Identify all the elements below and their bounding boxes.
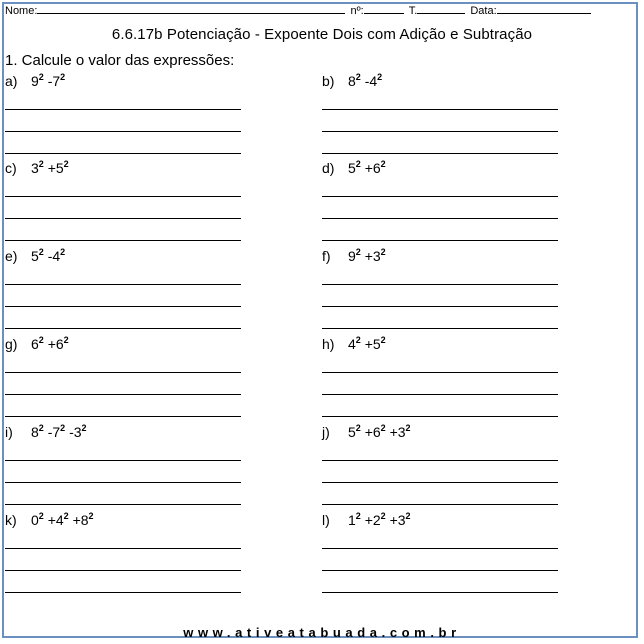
answer-line[interactable] bbox=[322, 592, 558, 593]
term-base: +3 bbox=[389, 424, 406, 440]
answer-line[interactable] bbox=[322, 460, 558, 461]
exercise-letter: j) bbox=[322, 424, 330, 440]
term-base: 3 bbox=[31, 160, 39, 176]
answer-line[interactable] bbox=[5, 548, 241, 549]
term-base: +3 bbox=[389, 512, 406, 528]
answer-line[interactable] bbox=[322, 153, 558, 154]
term-exponent: 2 bbox=[60, 423, 66, 433]
exercise-letter: f) bbox=[322, 248, 331, 264]
expression-term bbox=[31, 160, 44, 176]
class-label: T. bbox=[408, 5, 418, 17]
date-label: Data: bbox=[470, 5, 497, 17]
exercise-item bbox=[322, 73, 567, 159]
answer-line[interactable] bbox=[5, 570, 241, 571]
term-base: +5 bbox=[364, 336, 381, 352]
number-blank[interactable] bbox=[364, 4, 404, 14]
expression-term bbox=[348, 160, 361, 176]
term-exponent: 2 bbox=[38, 511, 44, 521]
expression-term bbox=[365, 160, 386, 176]
worksheet-title: 6.6.17b Potenciação - Expoente Dois com Adição e Subtração bbox=[111, 26, 533, 43]
exercise-prompt bbox=[5, 73, 65, 89]
exercise-expression bbox=[348, 424, 411, 440]
expression-term bbox=[48, 424, 65, 440]
answer-line[interactable] bbox=[5, 482, 241, 483]
exercise-item bbox=[5, 424, 250, 510]
answer-line[interactable] bbox=[322, 328, 558, 329]
answer-line[interactable] bbox=[5, 306, 241, 307]
answer-line[interactable] bbox=[5, 284, 241, 285]
exercise-item bbox=[322, 248, 567, 334]
term-base: 8 bbox=[348, 73, 356, 89]
exercise-item bbox=[322, 424, 567, 510]
term-base: +6 bbox=[364, 160, 381, 176]
answer-line[interactable] bbox=[322, 196, 558, 197]
term-base: 5 bbox=[348, 160, 356, 176]
expression-term bbox=[69, 424, 86, 440]
answer-line[interactable] bbox=[5, 196, 241, 197]
term-exponent: 2 bbox=[60, 247, 66, 257]
expression-term bbox=[31, 512, 44, 528]
term-base: 5 bbox=[31, 248, 39, 264]
term-base: +5 bbox=[47, 160, 64, 176]
exercise-expression bbox=[31, 73, 65, 89]
term-exponent: 2 bbox=[355, 335, 361, 345]
term-base: +4 bbox=[47, 512, 64, 528]
term-base: 8 bbox=[31, 424, 39, 440]
term-base: -7 bbox=[47, 424, 61, 440]
answer-line[interactable] bbox=[322, 482, 558, 483]
exercise-item bbox=[5, 73, 250, 159]
answer-line[interactable] bbox=[322, 306, 558, 307]
exercise-item bbox=[5, 248, 250, 334]
term-exponent: 2 bbox=[38, 423, 44, 433]
term-exponent: 2 bbox=[60, 72, 66, 82]
exercise-prompt bbox=[322, 248, 386, 264]
exercise-expression bbox=[31, 248, 65, 264]
expression-term bbox=[31, 73, 44, 89]
term-exponent: 2 bbox=[81, 423, 87, 433]
term-base: 0 bbox=[31, 512, 39, 528]
term-exponent: 2 bbox=[38, 159, 44, 169]
exercise-letter: h) bbox=[322, 336, 335, 352]
term-exponent: 2 bbox=[377, 72, 383, 82]
term-exponent: 2 bbox=[380, 511, 386, 521]
expression-term bbox=[348, 73, 361, 89]
exercise-letter: c) bbox=[5, 160, 17, 176]
expression-term bbox=[48, 248, 65, 264]
term-exponent: 2 bbox=[63, 335, 69, 345]
expression-term bbox=[31, 336, 44, 352]
answer-line[interactable] bbox=[322, 109, 558, 110]
answer-line[interactable] bbox=[5, 460, 241, 461]
exercise-letter: d) bbox=[322, 160, 335, 176]
exercise-letter: a) bbox=[5, 73, 18, 89]
expression-term bbox=[365, 73, 382, 89]
name-label: Nome: bbox=[5, 5, 38, 17]
term-base: 5 bbox=[348, 424, 356, 440]
term-base: +2 bbox=[364, 512, 381, 528]
number-label: nº: bbox=[350, 5, 364, 17]
exercise-letter: k) bbox=[5, 512, 17, 528]
answer-line[interactable] bbox=[5, 218, 241, 219]
term-exponent: 2 bbox=[63, 511, 69, 521]
instruction-text: 1. Calcule o valor das expressões: bbox=[5, 52, 235, 69]
term-exponent: 2 bbox=[63, 159, 69, 169]
term-exponent: 2 bbox=[405, 423, 411, 433]
term-base: 6 bbox=[31, 336, 39, 352]
answer-line[interactable] bbox=[5, 592, 241, 593]
expression-term bbox=[365, 424, 386, 440]
expression-term bbox=[48, 336, 69, 352]
expression-term bbox=[390, 424, 411, 440]
exercise-letter: g) bbox=[5, 336, 18, 352]
exercise-expression bbox=[348, 512, 411, 528]
answer-line[interactable] bbox=[322, 372, 558, 373]
exercise-prompt bbox=[322, 512, 411, 528]
term-base: -4 bbox=[47, 248, 61, 264]
exercise-item bbox=[5, 160, 250, 246]
expression-term bbox=[73, 512, 94, 528]
term-exponent: 2 bbox=[380, 423, 386, 433]
exercise-prompt bbox=[5, 512, 94, 528]
expression-term bbox=[390, 512, 411, 528]
exercise-item bbox=[322, 160, 567, 246]
exercise-prompt bbox=[5, 248, 65, 264]
term-base: 1 bbox=[348, 512, 356, 528]
term-base: -3 bbox=[69, 424, 82, 440]
term-base: +6 bbox=[364, 424, 381, 440]
name-blank[interactable] bbox=[37, 4, 345, 14]
term-exponent: 2 bbox=[88, 511, 94, 521]
term-exponent: 2 bbox=[380, 159, 386, 169]
exercise-expression bbox=[31, 336, 69, 352]
term-exponent: 2 bbox=[38, 72, 44, 82]
term-exponent: 2 bbox=[380, 247, 386, 257]
date-field[interactable] bbox=[470, 4, 592, 18]
term-base: 9 bbox=[31, 73, 39, 89]
answer-line[interactable] bbox=[322, 284, 558, 285]
exercise-prompt bbox=[322, 160, 386, 176]
exercise-prompt bbox=[322, 73, 382, 89]
website-footer: www.ativeatabuada.com.br bbox=[183, 625, 461, 640]
expression-term bbox=[348, 336, 361, 352]
number-field[interactable] bbox=[350, 4, 405, 18]
expression-term bbox=[365, 248, 386, 264]
answer-line[interactable] bbox=[322, 416, 558, 417]
exercise-item bbox=[322, 336, 567, 422]
term-exponent: 2 bbox=[355, 159, 361, 169]
answer-line[interactable] bbox=[322, 131, 558, 132]
exercise-letter: e) bbox=[5, 248, 18, 264]
term-exponent: 2 bbox=[355, 511, 361, 521]
term-base: -7 bbox=[47, 73, 61, 89]
exercise-prompt bbox=[322, 336, 386, 352]
term-base: -4 bbox=[364, 73, 378, 89]
answer-line[interactable] bbox=[322, 548, 558, 549]
expression-term bbox=[48, 512, 69, 528]
exercise-expression bbox=[348, 73, 382, 89]
exercise-expression bbox=[31, 160, 69, 176]
expression-term bbox=[348, 248, 361, 264]
exercise-item bbox=[322, 512, 567, 598]
exercise-prompt bbox=[5, 160, 69, 176]
exercise-letter: i) bbox=[5, 424, 13, 440]
expression-term bbox=[365, 336, 386, 352]
date-blank[interactable] bbox=[497, 4, 591, 14]
answer-line[interactable] bbox=[5, 131, 241, 132]
term-exponent: 2 bbox=[38, 247, 44, 257]
expression-term bbox=[348, 512, 361, 528]
exercise-prompt bbox=[5, 336, 69, 352]
exercise-expression bbox=[348, 248, 386, 264]
exercise-item bbox=[5, 512, 250, 598]
expression-term bbox=[48, 73, 65, 89]
answer-line[interactable] bbox=[322, 570, 558, 571]
student-info-header bbox=[5, 4, 633, 18]
exercise-letter: l) bbox=[322, 512, 330, 528]
expression-term bbox=[31, 248, 44, 264]
exercise-expression bbox=[31, 424, 87, 440]
term-base: +3 bbox=[364, 248, 381, 264]
term-exponent: 2 bbox=[355, 72, 361, 82]
name-field[interactable] bbox=[5, 4, 347, 18]
term-exponent: 2 bbox=[405, 511, 411, 521]
expression-term bbox=[365, 512, 386, 528]
answer-line[interactable] bbox=[322, 394, 558, 395]
answer-line[interactable] bbox=[322, 218, 558, 219]
expression-term bbox=[348, 424, 361, 440]
term-exponent: 2 bbox=[355, 423, 361, 433]
exercise-expression bbox=[31, 512, 94, 528]
answer-line[interactable] bbox=[5, 394, 241, 395]
class-field[interactable] bbox=[409, 4, 468, 18]
term-exponent: 2 bbox=[380, 335, 386, 345]
term-base: 9 bbox=[348, 248, 356, 264]
exercise-item bbox=[5, 336, 250, 422]
term-base: 4 bbox=[348, 336, 356, 352]
answer-line[interactable] bbox=[5, 504, 241, 505]
answer-line[interactable] bbox=[5, 328, 241, 329]
answer-line[interactable] bbox=[322, 240, 558, 241]
term-exponent: 2 bbox=[38, 335, 44, 345]
exercise-prompt bbox=[322, 424, 411, 440]
term-base: +6 bbox=[47, 336, 64, 352]
answer-line[interactable] bbox=[5, 416, 241, 417]
exercise-prompt bbox=[5, 424, 87, 440]
exercise-letter: b) bbox=[322, 73, 335, 89]
expression-term bbox=[31, 424, 44, 440]
answer-line[interactable] bbox=[322, 504, 558, 505]
term-base: +8 bbox=[72, 512, 89, 528]
term-exponent: 2 bbox=[355, 247, 361, 257]
exercise-expression bbox=[348, 160, 386, 176]
class-blank[interactable] bbox=[417, 4, 465, 14]
answer-line[interactable] bbox=[5, 372, 241, 373]
answer-line[interactable] bbox=[5, 240, 241, 241]
exercise-expression bbox=[348, 336, 386, 352]
answer-line[interactable] bbox=[5, 153, 241, 154]
answer-line[interactable] bbox=[5, 109, 241, 110]
expression-term bbox=[48, 160, 69, 176]
